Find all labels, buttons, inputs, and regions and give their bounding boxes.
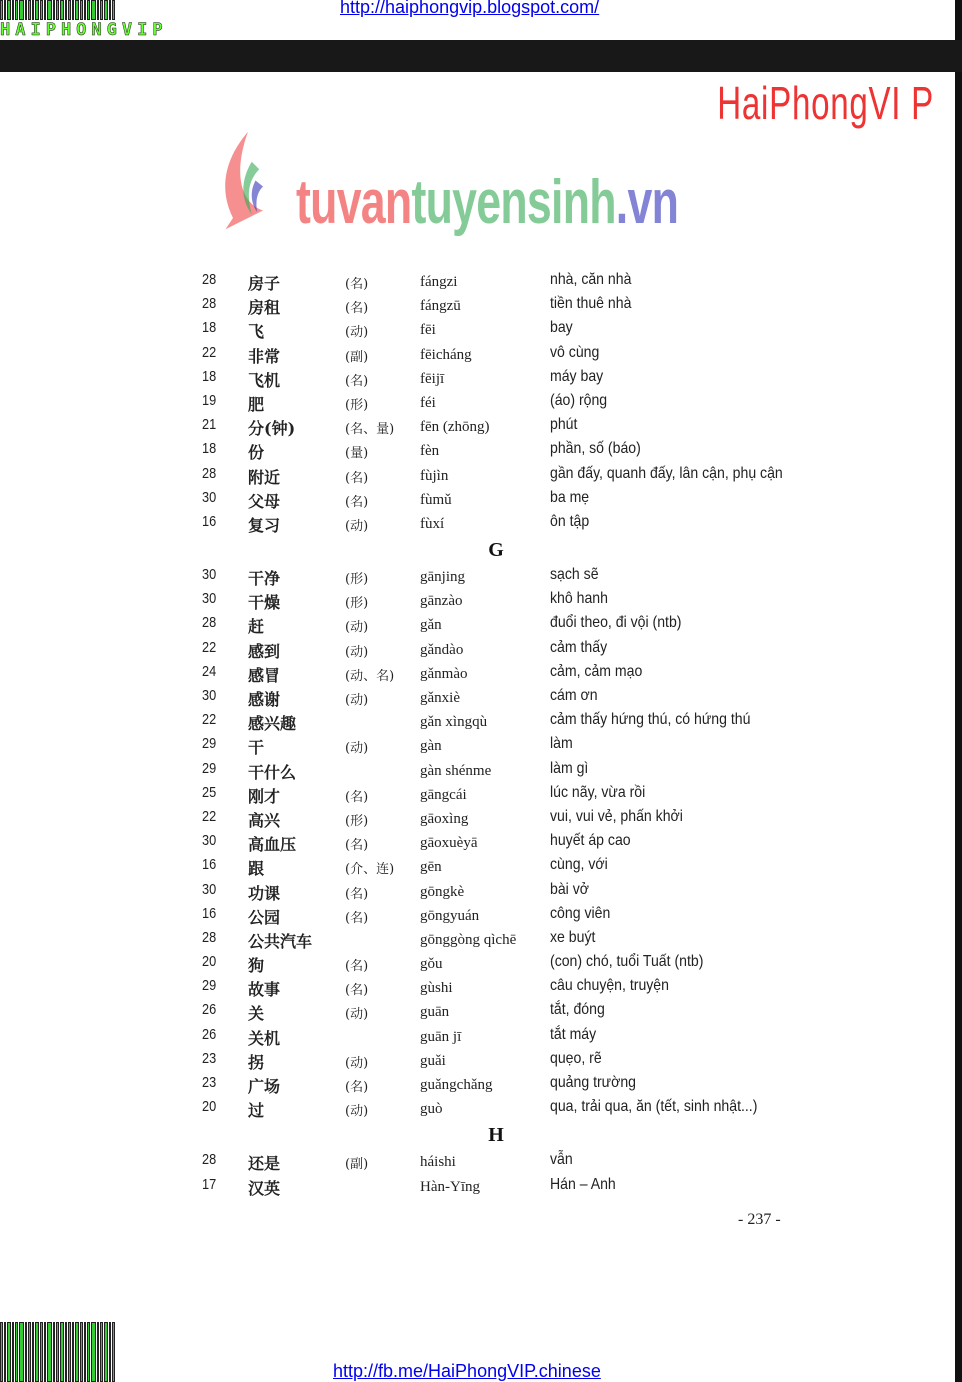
barcode-bar (12, 1322, 14, 1382)
chinese-word: 肥 (248, 394, 265, 414)
lesson-number: 28 (202, 928, 217, 946)
vocab-row (0, 566, 962, 590)
chinese-word: 过 (248, 1101, 265, 1121)
vietnamese-meaning: tắt, đóng (550, 1001, 605, 1019)
part-of-speech: (动、名) (345, 668, 395, 684)
part-of-speech: (动) (345, 620, 369, 636)
blog-link[interactable]: http://haiphongvip.blogspot.com/ (340, 0, 600, 17)
vocab-row (0, 465, 962, 489)
chinese-word: 狗 (248, 956, 265, 976)
vocab-row (0, 319, 962, 343)
barcode-bar (91, 1322, 96, 1382)
lesson-number: 30 (202, 590, 217, 608)
barcode-bar (40, 1322, 43, 1382)
vocab-row (0, 832, 962, 856)
pinyin: fùjìn (420, 467, 449, 484)
barcode-bar (0, 1322, 3, 1382)
barcode-bar (19, 1322, 24, 1382)
chinese-word: 干燥 (248, 593, 281, 613)
part-of-speech: (名) (345, 838, 369, 854)
pinyin: gāngcái (420, 786, 467, 803)
vocab-row (0, 977, 962, 1001)
barcode-bar (32, 1322, 34, 1382)
barcode-bar (75, 1322, 79, 1382)
barcode-bar (91, 0, 96, 20)
part-of-speech: (动) (345, 325, 369, 341)
vietnamese-meaning: ôn tập (550, 512, 590, 530)
vocab-row (0, 808, 962, 832)
vocab-row (0, 614, 962, 638)
vocabulary-list (0, 271, 962, 1200)
vietnamese-meaning: làm gì (550, 759, 589, 777)
pinyin: háishi (420, 1154, 456, 1171)
barcode-bar (47, 0, 52, 20)
vocab-row (0, 1001, 962, 1025)
chinese-word: 跟 (248, 859, 265, 879)
part-of-speech: (介、连) (345, 862, 395, 878)
watermark-domain: .vn (615, 168, 679, 237)
watermark-flame-icon (218, 128, 278, 233)
page-number: - 237 - (738, 1211, 781, 1228)
vocab-row (0, 489, 962, 513)
barcode-bar (47, 1322, 52, 1382)
lesson-number: 20 (202, 1098, 217, 1116)
vocab-row (0, 687, 962, 711)
barcode-bar (32, 0, 34, 20)
part-of-speech: (动) (345, 518, 369, 534)
part-of-speech: (动) (345, 741, 369, 757)
chinese-word: 拐 (248, 1052, 265, 1072)
brand-label: HAIPHONGVIP (0, 20, 168, 40)
chinese-word: 关 (248, 1004, 265, 1024)
vietnamese-meaning: (áo) rộng (550, 391, 608, 409)
pinyin: gōngkè (420, 883, 465, 900)
lesson-number: 23 (202, 1049, 217, 1067)
vocab-row (0, 513, 962, 537)
lesson-number: 30 (202, 832, 217, 850)
vocab-row (0, 760, 962, 784)
vocab-row (0, 1151, 962, 1175)
vietnamese-meaning: đuổi theo, đi vội (ntb) (550, 614, 682, 632)
chinese-word: 公园 (248, 907, 281, 927)
vietnamese-meaning: qua, trải qua, ăn (tết, sinh nhật...) (550, 1098, 758, 1116)
barcode-bar (12, 0, 14, 20)
chinese-word: 公共汽车 (248, 931, 313, 951)
section-letter: G (488, 539, 504, 562)
barcode-bar (4, 0, 6, 20)
barcode-bar (87, 0, 90, 20)
vocab-row (0, 953, 962, 977)
pinyin: fēicháng (420, 346, 472, 363)
vocab-row (0, 1050, 962, 1074)
pinyin: gōnggòng qìchē (420, 931, 517, 948)
pinyin: gǎnxiè (420, 690, 460, 706)
barcode-bar (15, 0, 18, 20)
barcode-bar (112, 0, 115, 20)
part-of-speech: (形) (345, 813, 369, 829)
vocab-row (0, 416, 962, 440)
pinyin: gàn (420, 738, 442, 755)
part-of-speech: (副) (345, 349, 369, 365)
vietnamese-meaning: bài vở (550, 880, 589, 898)
vietnamese-meaning: lúc nãy, vừa rồi (550, 783, 646, 801)
pinyin: gǎn xìngqù (420, 714, 488, 731)
vocab-row (0, 1026, 962, 1050)
lesson-number: 21 (202, 416, 217, 434)
vietnamese-meaning: quẹo, rẽ (550, 1049, 602, 1067)
barcode-bar (56, 1322, 59, 1382)
pinyin: Hàn-Yīng (420, 1178, 480, 1195)
lesson-number: 30 (202, 566, 217, 584)
pinyin: gōngyuán (420, 907, 480, 924)
chinese-word: 关机 (248, 1028, 281, 1048)
pinyin: gǒu (420, 956, 443, 973)
chinese-word: 分(钟) (248, 419, 296, 439)
vietnamese-meaning: nhà, căn nhà (550, 271, 632, 288)
part-of-speech: (名) (345, 494, 369, 510)
lesson-number: 19 (202, 391, 217, 409)
header-band (0, 40, 962, 72)
pinyin: fēijī (420, 370, 445, 387)
vocab-row (0, 1176, 962, 1200)
lesson-number: 22 (202, 343, 217, 361)
vocab-row (0, 784, 962, 808)
lesson-number: 29 (202, 977, 217, 995)
vocab-row (0, 271, 962, 295)
watermark-part-1: tuvan (296, 168, 412, 237)
lesson-number: 16 (202, 512, 217, 530)
lesson-number: 30 (202, 488, 217, 506)
pinyin: gānzào (420, 593, 463, 610)
lesson-number: 18 (202, 367, 217, 385)
barcode-logo-top (0, 0, 185, 20)
chinese-word: 赶 (248, 617, 265, 637)
chinese-word: 感冒 (248, 665, 281, 685)
vietnamese-meaning: cảm, cảm mạo (550, 662, 643, 680)
barcode-bar (104, 1322, 108, 1382)
pinyin: fēn (zhōng) (420, 419, 490, 436)
chinese-word: 附近 (248, 467, 281, 487)
chinese-word: 感兴趣 (248, 714, 297, 734)
barcode-bar (44, 0, 46, 20)
pinyin: gǎn (420, 617, 442, 634)
haiphongvip-logo: HaiPhongVI P (717, 77, 934, 129)
part-of-speech: (名) (345, 470, 369, 486)
barcode-bar (80, 0, 83, 20)
vietnamese-meaning: ba mẹ (550, 488, 590, 506)
barcode-bar (112, 1322, 115, 1382)
vietnamese-meaning: máy bay (550, 367, 604, 385)
vocab-row (0, 590, 962, 614)
lesson-number: 16 (202, 904, 217, 922)
barcode-bar (60, 1322, 64, 1382)
section-letter: H (488, 1124, 504, 1147)
lesson-number: 28 (202, 614, 217, 632)
chinese-word: 非常 (248, 346, 281, 366)
vietnamese-meaning: gần đấy, quanh đấy, lân cận, phụ cận (550, 464, 783, 482)
lesson-number: 29 (202, 759, 217, 777)
vietnamese-meaning: cảm thấy hứng thú, có hứng thú (550, 711, 751, 729)
chinese-word: 还是 (248, 1154, 281, 1174)
part-of-speech: (名) (345, 277, 369, 292)
lesson-number: 22 (202, 711, 217, 729)
part-of-speech: (动) (345, 693, 369, 708)
barcode-bar (25, 0, 27, 20)
barcode-bar (28, 0, 31, 20)
pinyin: gēn (420, 859, 442, 876)
barcode-bar (68, 0, 71, 20)
pinyin: gàn shénme (420, 762, 492, 779)
vietnamese-meaning: vẫn (550, 1151, 573, 1169)
chinese-word: 功课 (248, 883, 281, 903)
vietnamese-meaning: vui, vui vẻ, phấn khởi (550, 807, 683, 825)
lesson-number: 16 (202, 856, 217, 874)
barcode-bar (68, 1322, 71, 1382)
pinyin: fēi (420, 322, 436, 339)
part-of-speech: (名) (345, 301, 369, 317)
lesson-number: 26 (202, 1001, 217, 1019)
vocab-row (0, 392, 962, 416)
vocab-row (0, 856, 962, 880)
chinese-word: 高兴 (248, 810, 281, 830)
barcode-bar (44, 1322, 46, 1382)
vietnamese-meaning: quảng trường (550, 1074, 636, 1091)
vocab-row (0, 295, 962, 319)
barcode-bar (25, 1322, 27, 1382)
vietnamese-meaning: bay (550, 319, 573, 337)
pinyin: fùxí (420, 515, 445, 532)
vietnamese-meaning: phút (550, 416, 578, 434)
lesson-number: 17 (202, 1175, 217, 1193)
vietnamese-meaning: cùng, với (550, 856, 608, 874)
barcode-bar (35, 1322, 39, 1382)
lesson-number: 22 (202, 638, 217, 656)
part-of-speech: (名) (345, 983, 369, 999)
barcode-bar (87, 1322, 90, 1382)
vocab-row (0, 639, 962, 663)
chinese-word: 干什么 (248, 762, 297, 782)
pinyin: gǎndào (420, 641, 464, 658)
pinyin: gāoxìng (420, 810, 469, 827)
barcode-bar (40, 0, 43, 20)
barcode-bar (19, 0, 24, 20)
lesson-number: 18 (202, 319, 217, 337)
lesson-number: 30 (202, 687, 217, 704)
pinyin: fùmǔ (420, 491, 452, 508)
chinese-word: 飞机 (248, 370, 281, 390)
vietnamese-meaning: huyết áp cao (550, 832, 631, 850)
barcode-bar (65, 1322, 67, 1382)
part-of-speech: (动) (345, 1055, 369, 1071)
barcode-bar (104, 0, 108, 20)
part-of-speech: (副) (345, 1157, 369, 1173)
lesson-number: 25 (202, 783, 217, 801)
barcode-bar (56, 0, 59, 20)
vocab-row (0, 735, 962, 759)
pinyin: fángzi (420, 274, 458, 290)
vocab-row (0, 905, 962, 929)
barcode-bar (35, 0, 39, 20)
vietnamese-meaning: xe buýt (550, 928, 596, 946)
barcode-bar (7, 0, 11, 20)
chinese-word: 干 (248, 738, 265, 758)
chinese-word: 父母 (248, 491, 281, 511)
lesson-number: 29 (202, 735, 217, 753)
pinyin: gùshi (420, 980, 453, 997)
vietnamese-meaning: vô cùng (550, 343, 600, 361)
lesson-number: 22 (202, 807, 217, 825)
barcode-bar (28, 1322, 31, 1382)
pinyin: féi (420, 394, 436, 411)
chinese-word: 房租 (248, 298, 281, 318)
barcode-logo-bottom (0, 1322, 185, 1382)
chinese-word: 感到 (248, 641, 281, 661)
lesson-number: 28 (202, 1151, 217, 1169)
lesson-number: 24 (202, 662, 217, 680)
barcode-bar (53, 0, 55, 20)
barcode-bar (97, 0, 99, 20)
chinese-word: 广场 (248, 1077, 281, 1096)
lesson-number: 28 (202, 464, 217, 482)
vocab-row (0, 663, 962, 687)
vietnamese-meaning: làm (550, 735, 573, 753)
vietnamese-meaning: sạch sẽ (550, 566, 599, 584)
part-of-speech: (动) (345, 1007, 369, 1023)
pinyin: guǎngchǎng (420, 1077, 493, 1093)
pinyin: fángzū (420, 298, 461, 315)
chinese-word: 房子 (248, 274, 281, 293)
barcode-bar (84, 0, 86, 20)
vietnamese-meaning: phần, số (báo) (550, 440, 641, 458)
vietnamese-meaning: (con) chó, tuổi Tuất (ntb) (550, 953, 704, 971)
part-of-speech: (形) (345, 596, 369, 612)
lesson-number: 28 (202, 271, 217, 288)
pinyin: guān jī (420, 1028, 462, 1045)
chinese-word: 干净 (248, 569, 281, 589)
pinyin: guān (420, 1004, 450, 1021)
part-of-speech: (名) (345, 886, 369, 902)
vietnamese-meaning: cám ơn (550, 687, 598, 704)
chinese-word: 复习 (248, 515, 281, 535)
lesson-number: 30 (202, 880, 217, 898)
pinyin: guò (420, 1101, 443, 1118)
chinese-word: 刚才 (248, 786, 281, 806)
part-of-speech: (名、量) (345, 422, 395, 438)
chinese-word: 故事 (248, 980, 281, 1000)
vietnamese-meaning: tắt máy (550, 1025, 597, 1043)
part-of-speech: (名) (345, 910, 369, 926)
pinyin: gānjing (420, 569, 465, 586)
vietnamese-meaning: tiền thuê nhà (550, 295, 632, 313)
vietnamese-meaning: khô hanh (550, 590, 608, 608)
part-of-speech: (形) (345, 397, 369, 413)
barcode-bar (75, 0, 79, 20)
barcode-bar (72, 1322, 74, 1382)
lesson-number: 23 (202, 1074, 217, 1091)
lesson-number: 20 (202, 953, 217, 971)
vocab-row (0, 368, 962, 392)
barcode-bar (60, 0, 64, 20)
vocab-row (0, 1074, 962, 1098)
lesson-number: 26 (202, 1025, 217, 1043)
part-of-speech: (名) (345, 373, 369, 389)
barcode-bar (4, 1322, 6, 1382)
part-of-speech: (量) (345, 446, 369, 462)
barcode-bar (84, 1322, 86, 1382)
barcode-bar (109, 0, 111, 20)
barcode-bar (80, 1322, 83, 1382)
lesson-number: 18 (202, 440, 217, 458)
barcode-bar (109, 1322, 111, 1382)
part-of-speech: (动) (345, 1104, 369, 1120)
pinyin: fèn (420, 443, 440, 460)
barcode-bar (53, 1322, 55, 1382)
barcode-bar (100, 0, 103, 20)
barcode-bar (65, 0, 67, 20)
vietnamese-meaning: Hán – Anh (550, 1175, 616, 1193)
part-of-speech: (名) (345, 789, 369, 805)
watermark (296, 168, 678, 238)
watermark-part-2: tuyensinh (411, 168, 616, 237)
chinese-word: 飞 (248, 322, 265, 342)
barcode-bar (97, 1322, 99, 1382)
vocab-row (0, 881, 962, 905)
part-of-speech: (名) (345, 959, 369, 975)
barcode-bar (72, 0, 74, 20)
chinese-word: 汉英 (248, 1178, 281, 1198)
barcode-bar (0, 0, 3, 20)
barcode-bar (15, 1322, 18, 1382)
pinyin: guǎi (420, 1052, 446, 1069)
facebook-link[interactable]: http://fb.me/HaiPhongVIP.chinese (333, 1361, 601, 1381)
barcode-bar (100, 1322, 103, 1382)
part-of-speech: (形) (345, 572, 369, 588)
lesson-number: 28 (202, 295, 217, 313)
barcode-bar (7, 1322, 11, 1382)
chinese-word: 份 (248, 443, 265, 463)
part-of-speech: (名) (345, 1080, 369, 1095)
vietnamese-meaning: câu chuyện, truyện (550, 977, 669, 995)
part-of-speech: (动) (345, 644, 369, 660)
chinese-word: 高血压 (248, 835, 297, 855)
vietnamese-meaning: cảm thấy (550, 638, 608, 656)
vocab-row (0, 711, 962, 735)
chinese-word: 感谢 (248, 690, 281, 709)
vocab-row (0, 440, 962, 464)
pinyin: gǎnmào (420, 665, 468, 682)
vocab-row (0, 344, 962, 368)
pinyin: gāoxuèyā (420, 835, 478, 852)
vietnamese-meaning: công viên (550, 904, 611, 922)
vocab-row (0, 1098, 962, 1122)
vocab-row (0, 929, 962, 953)
